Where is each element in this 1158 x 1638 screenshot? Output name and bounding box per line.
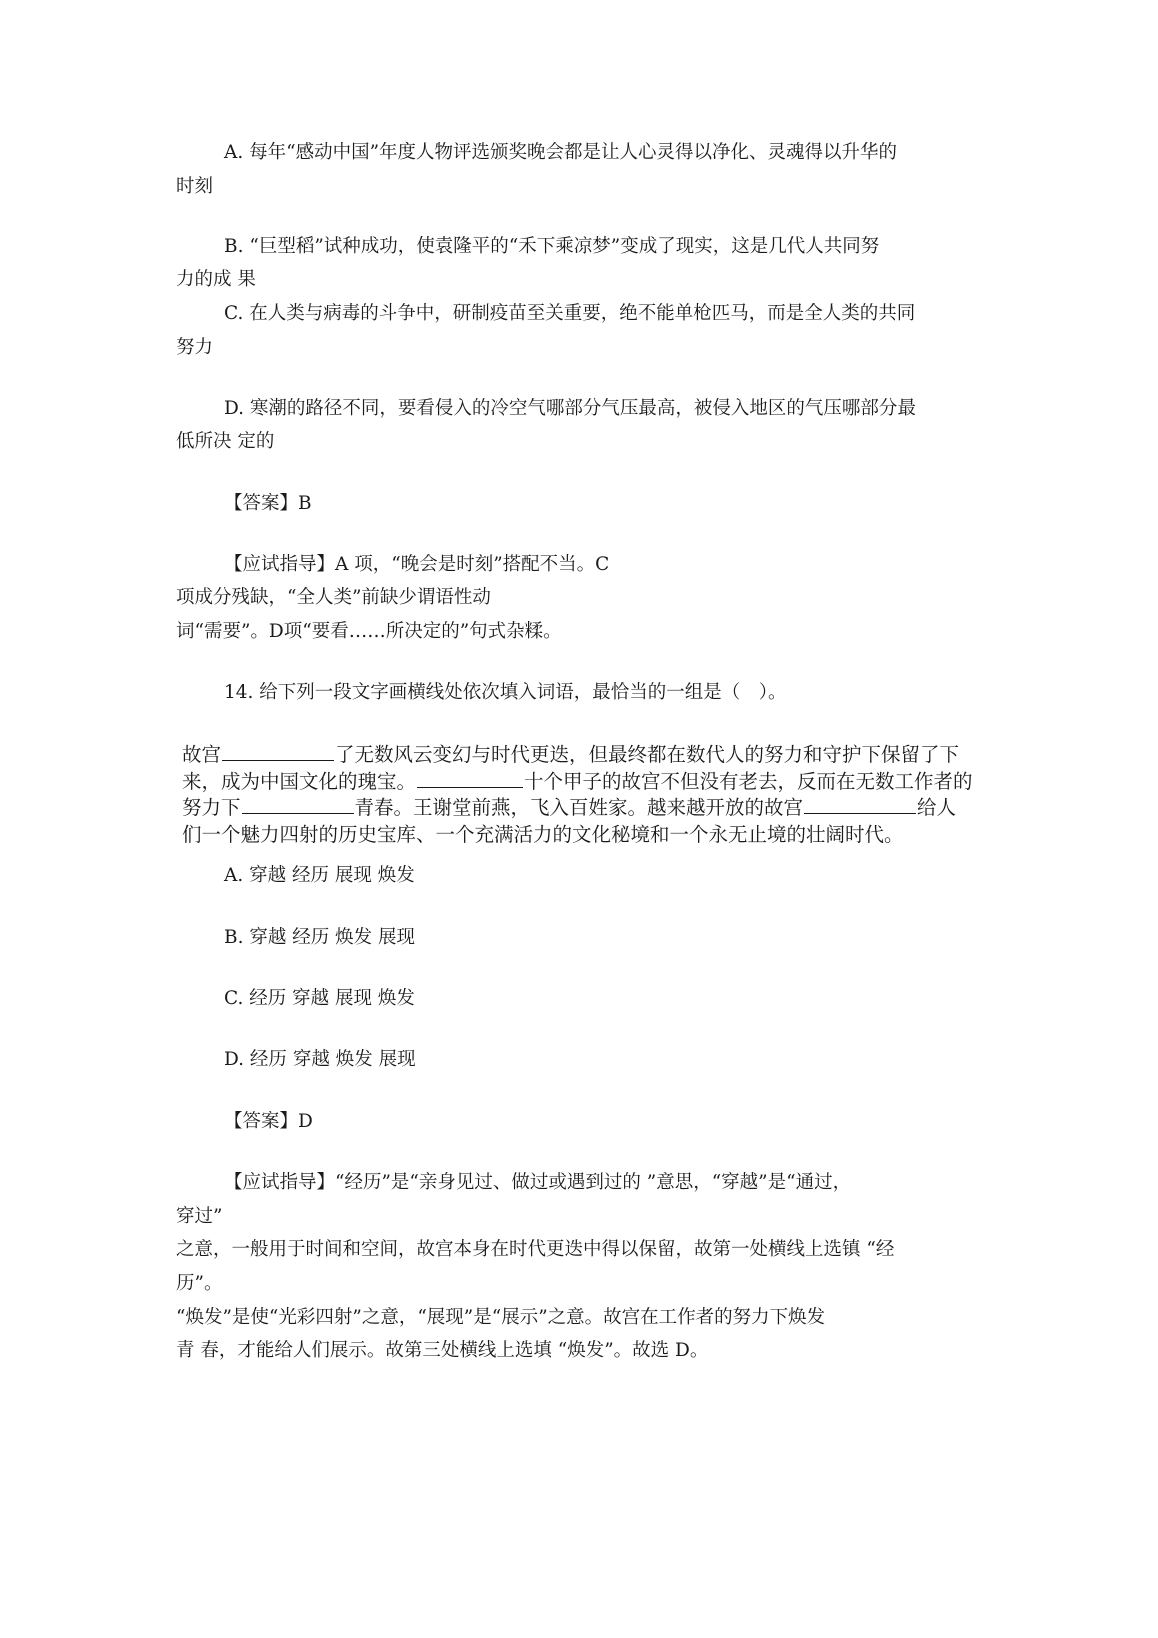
q14-guide-line1: 【应试指导】“经历”是“亲身见过、做过或遇到过的 ”意思，“穿越”是“通过， (224, 1172, 852, 1193)
passage-text: 了无数风云变幻与时代更迭，但最终都在数代人的努力和守护下保留了下 (335, 743, 960, 766)
q13-option-a-line2: 时刻 (176, 176, 214, 197)
q14-stem: 14. 给下列一段文字画横线处依次填入词语，最恰当的一组是（ ）。 (224, 682, 787, 703)
q14-guide-line4: 历”。 (176, 1273, 223, 1294)
passage-text: 青春。王谢堂前燕，飞入百姓家。越来越开放的故宫 (354, 796, 804, 819)
q13-option-a-line1: A. 每年“感动中国”年度人物评选颁奖晚会都是让人心灵得以净化、灵魂得以升华的 (224, 142, 898, 163)
q13-option-d-line2: 低所决 定的 (176, 431, 275, 452)
fill-blank-2 (417, 769, 523, 788)
q14-guide-line5: “焕发”是使“光彩四射”之意，“展现”是“展示”之意。故宫在工作者的努力下焕发 (176, 1307, 826, 1328)
passage-line-3 (182, 795, 982, 822)
q13-answer: 【答案】B (224, 493, 312, 514)
q14-option-b: B. 穿越 经历 焕发 展现 (224, 927, 415, 948)
q13-option-d-line1: D. 寒潮的路径不同，要看侵入的冷空气哪部分气压最高，被侵入地区的气压哪部分最 (224, 398, 916, 419)
fill-blank-1 (222, 742, 334, 761)
passage-text: 努力下 (182, 796, 241, 819)
fill-blank-3 (242, 795, 354, 814)
q14-answer: 【答案】D (224, 1111, 313, 1132)
q14-option-d: D. 经历 穿越 焕发 展现 (224, 1049, 416, 1070)
q13-guide-line3: 词“需要”。D项“要看……所决定的”句式杂糅。 (176, 621, 562, 642)
q14-option-a: A. 穿越 经历 展现 焕发 (224, 865, 415, 886)
q14-guide-line2: 穿过” (176, 1206, 223, 1227)
passage-text: 十个甲子的故宫不但没有老去，反而在无数工作者的 (524, 769, 973, 793)
passage-line-2 (182, 769, 982, 796)
passage-text: 给人 (917, 796, 957, 819)
q13-guide-line2: 项成分残缺，“全人类”前缺少谓语性动 (176, 587, 491, 608)
q13-option-b-line1: B. “巨型稻”试种成功，使袁隆平的“禾下乘凉梦”变成了现实，这是几代人共同努 (224, 236, 880, 257)
q13-option-b-line2: 力的成 果 (176, 269, 256, 290)
q13-option-c-line1: C. 在人类与病毒的斗争中，研制疫苗至关重要，绝不能单枪匹马，而是全人类的共同 (224, 303, 916, 324)
passage-line-4: 们一个魅力四射的历史宝库、一个充满活力的文化秘境和一个永无止境的壮阔时代。 (182, 822, 904, 846)
q14-guide-line6: 青 春，才能给人们展示。故第三处横线上选填 “焕发”。故选 D。 (176, 1340, 709, 1361)
q13-option-c-line2: 努力 (176, 337, 214, 358)
q14-option-c: C. 经历 穿越 展现 焕发 (224, 988, 415, 1009)
q13-guide-line1: 【应试指导】A 项，“晚会是时刻”搭配不当。C (224, 554, 610, 575)
q14-guide-line3: 之意，一般用于时间和空间，故宫本身在时代更迭中得以保留，故第一处横线上选镇 “经 (176, 1239, 895, 1260)
passage-text: 来，成为中国文化的瑰宝。 (182, 769, 417, 793)
fill-blank-4 (804, 795, 916, 814)
passage-line-1 (182, 742, 982, 769)
passage-text: 故宫 (182, 743, 222, 766)
q14-passage (182, 742, 982, 848)
